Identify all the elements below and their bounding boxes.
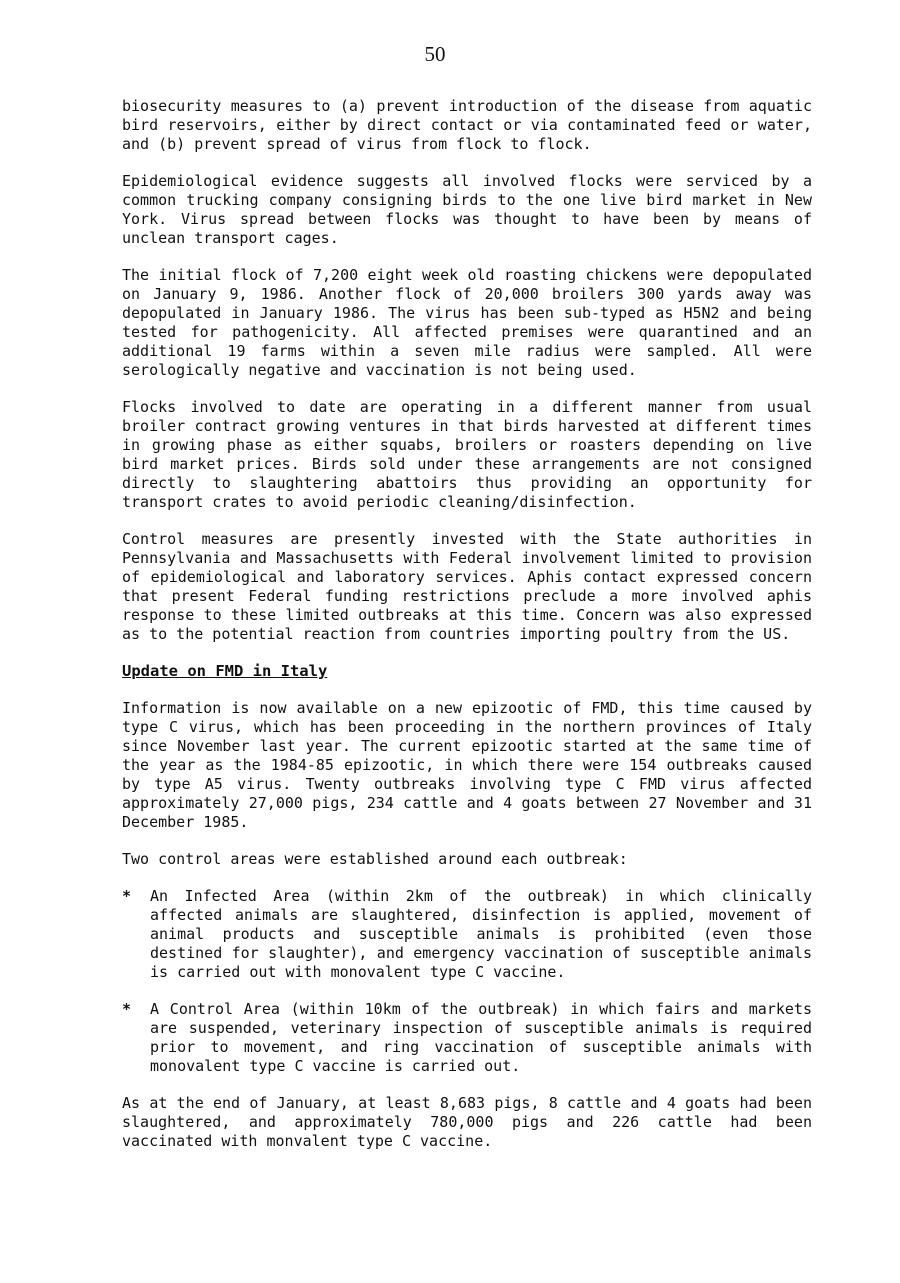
bullet-text: An Infected Area (within 2km of the outbreak) in which clinically affected animals are slaughtered, disinfection is applied, movement of animal products and susceptible animals is prohibited (even those destined for slaughter), and emergency vaccination of susceptible animals is carried out with monovalent type C vaccine. <box>150 887 812 981</box>
bullet-asterisk: * <box>122 1000 132 1018</box>
bullet-text: A Control Area (within 10km of the outbreak) in which fairs and markets are suspended, veterinary inspection of susceptible animals is required prior to movement, and ring vaccination of susceptible animals with monovalent type C vaccine is carried out. <box>150 1000 812 1075</box>
paragraph-closing: As at the end of January, at least 8,683 pigs, 8 cattle and 4 goats had been slaughtered, and approximately 780,000 pigs and 226 cattle had been vaccinated with monvalent type C vaccine. <box>122 1094 812 1150</box>
paragraph-control-areas-intro: Two control areas were established around each outbreak: <box>122 850 628 868</box>
body-text <box>122 97 812 1169</box>
paragraph-initial-flock: The initial flock of 7,200 eight week old roasting chickens were depopulated on January 9, 1986. Another flock of 20,000 broilers 300 yards away was depopulated in January 1986. The virus has been sub-typed as H5N2 and being tested for pathogenicity. All affected premises were quarantined and an additional 19 farms within a seven mile radius were sampled. All were serologically negative and vaccination is not being used. <box>122 266 812 379</box>
section-heading-fmd-italy: Update on FMD in Italy <box>122 662 328 680</box>
paragraph-fmd-information: Information is now available on a new epizootic of FMD, this time caused by type C virus, which has been proceeding in the northern provinces of Italy since November last year. The current epizootic started at the same time of the year as the 1984-85 epizootic, in which there were 154 outbreaks caused by type A5 virus. Twenty outbreaks involving type C FMD virus affected approximately 27,000 pigs, 234 cattle and 4 goats between 27 November and 31 December 1985. <box>122 699 812 831</box>
paragraph-control-measures: Control measures are presently invested with the State authorities in Pennsylvania and Massachusetts with Federal involvement limited to provision of epidemiological and laboratory services. Aphis contact expressed concern that present Federal funding restrictions preclude a more involved aphis response to these limited outbreaks at this time. Concern was also expressed as to the potential reaction from countries importing poultry from the US. <box>122 530 812 643</box>
paragraph-biosecurity: biosecurity measures to (a) prevent introduction of the disease from aquatic bird reservoirs, either by direct contact or via contaminated feed or water, and (b) prevent spread of virus from flock to flock. <box>122 97 812 153</box>
paragraph-flocks-involved: Flocks involved to date are operating in a different manner from usual broiler contract growing ventures in that birds harvested at different times in growing phase as either squabs, broilers or roasters depending on live bird market prices. Birds sold under these arrangements are not consigned directly to slaughtering abattoirs thus providing an opportunity for transport crates to avoid periodic cleaning/disinfection. <box>122 398 812 511</box>
page-number: 50 <box>424 42 446 66</box>
bullet-infected-area <box>122 887 812 982</box>
bullet-control-area <box>122 1000 812 1076</box>
bullet-asterisk: * <box>122 887 132 905</box>
paragraph-epidemiological-evidence: Epidemiological evidence suggests all involved flocks were serviced by a common trucking company consigning birds to the one live bird market in New York. Virus spread between flocks was thought to have been by means of unclean transport cages. <box>122 172 812 247</box>
